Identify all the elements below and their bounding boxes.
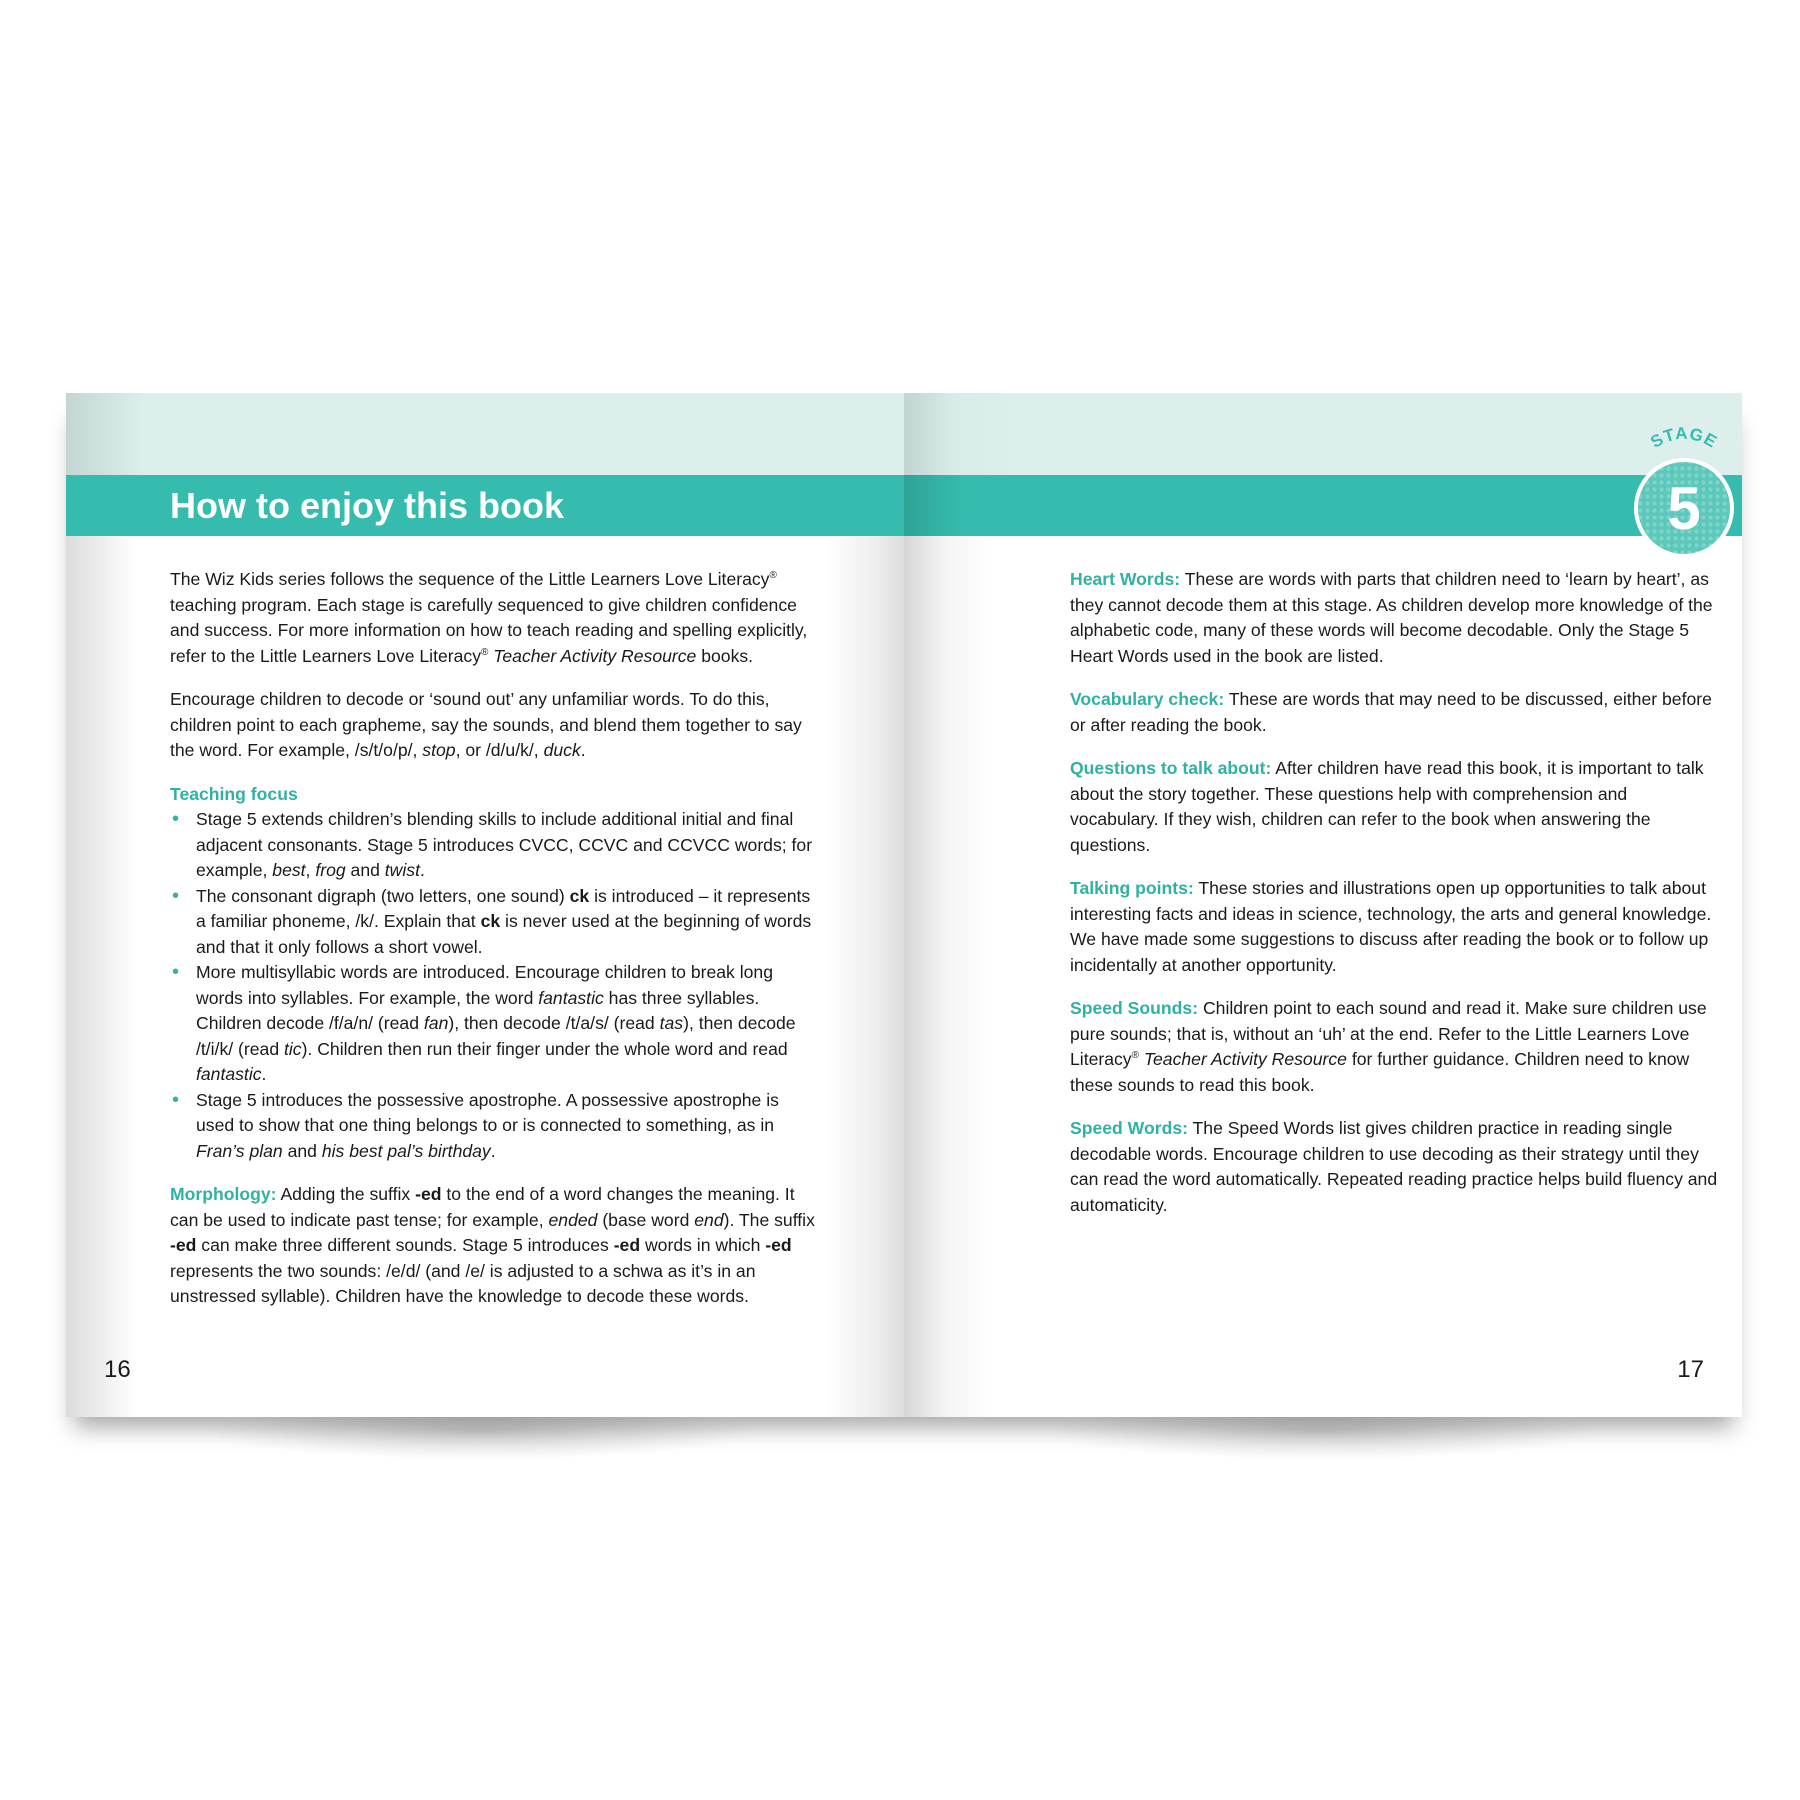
list-item: • Stage 5 extends children’s blending skills to include additional initial and final adjacent consonants. Stage 5 introduces CVCC, CCVC and CCVCC words; for example, best, frog and twist.: [170, 807, 820, 884]
talking-points-heading: Talking points:: [1070, 878, 1194, 898]
teaching-focus-list: [170, 807, 820, 1164]
list-item: • The consonant digraph (two letters, one sound) ck is introduced – it represents a familiar phoneme, /k/. Explain that ck is never used at the beginning of words and that it only follows a short vowel.: [170, 884, 820, 961]
left-column: [170, 567, 820, 1328]
right-page: [904, 393, 1742, 1417]
badge-stage-label: STAGE: [1647, 423, 1721, 452]
page-title: How to enjoy this book: [170, 485, 564, 526]
teaching-focus-heading: Teaching focus: [170, 783, 298, 804]
heart-words-heading: Heart Words:: [1070, 569, 1181, 589]
intro-paragraph-1: The Wiz Kids series follows the sequence of the Little Learners Love Literacy® teaching program. Each stage is carefully sequenced to give children confidence and success. For more information on how to teach reading and spelling explicitly, refer to the Little Learners Love Literacy® Teacher Activity Resource books.: [170, 569, 808, 666]
questions-paragraph: Questions to talk about: After children have read this book, it is important to talk about the story together. These questions help with comprehension and vocabulary. If they wish, children can refer to the book when answering the questions.: [1070, 758, 1704, 855]
speed-words-paragraph: Speed Words: The Speed Words list gives children practice in reading single decodable words. Encourage children to use decoding as their strategy until they can read the word automatically. Repeated reading practice helps build fluency and automaticity.: [1070, 1118, 1718, 1215]
book-spread: [66, 393, 1742, 1417]
vocabulary-check-heading: Vocabulary check:: [1070, 689, 1225, 709]
stage-badge: [1616, 423, 1742, 559]
vocabulary-check-paragraph: Vocabulary check: These are words that may need to be discussed, either before or after reading the book.: [1070, 689, 1712, 735]
morphology-paragraph: Morphology: Adding the suffix -ed to the end of a word changes the meaning. It can be used to indicate past tense; for example, ended (base word end). The suffix -ed can make three different sounds. Stage 5 introduces -ed words in which -ed represents the two sounds: /e/d/ (and /e/ is adjusted to a schwa as it’s in an unstressed syllable). Children have the knowledge to decode these words.: [170, 1184, 815, 1306]
intro-paragraph-2: Encourage children to decode or ‘sound out’ any unfamiliar words. To do this, children point to each grapheme, say the sounds, and blend them together to say the word. For example, /s/t/o/p/, stop, or /d/u/k/, duck.: [170, 689, 802, 760]
speed-words-heading: Speed Words:: [1070, 1118, 1188, 1138]
list-item: • Stage 5 introduces the possessive apostrophe. A possessive apostrophe is used to show that one thing belongs to or is connected to something, as in Fran’s plan and his best pal’s birthday.: [170, 1088, 820, 1165]
right-column: [1070, 567, 1720, 1236]
heart-words-paragraph: Heart Words: These are words with parts that children need to ‘learn by heart’, as they cannot decode them at this stage. As children develop more knowledge of the alphabetic code, many of these words will become decodable. Only the Stage 5 Heart Words used in the book are listed.: [1070, 569, 1713, 666]
speed-sounds-heading: Speed Sounds:: [1070, 998, 1199, 1018]
morphology-heading: Morphology:: [170, 1184, 277, 1204]
talking-points-paragraph: Talking points: These stories and illustrations open up opportunities to talk about interesting facts and ideas in science, technology, the arts and general knowledge. We have made some suggestions to discuss after reading the book or to follow up incidentally at another opportunity.: [1070, 878, 1712, 975]
header-band-light: [66, 393, 904, 475]
page-number-right: 17: [1677, 1356, 1704, 1383]
left-page: [66, 393, 904, 1417]
speed-sounds-paragraph: Speed Sounds: Children point to each sound and read it. Make sure children use pure sounds; that is, without an ‘uh’ at the end. Refer to the Little Learners Love Literacy® Teacher Activity Resource for further guidance. Children need to know these sounds to read this book.: [1070, 998, 1707, 1095]
questions-heading: Questions to talk about:: [1070, 758, 1272, 778]
page-number-left: 16: [104, 1356, 131, 1383]
list-item: • More multisyllabic words are introduced. Encourage children to break long words into syllables. For example, the word fantastic has three syllables. Children decode /f/a/n/ (read fan), then decode /t/a/s/ (read tas), then decode /t/i/k/ (read tic). Children then run their finger under the whole word and read fantastic.: [170, 960, 820, 1088]
badge-stage-number: 5: [1667, 475, 1701, 542]
